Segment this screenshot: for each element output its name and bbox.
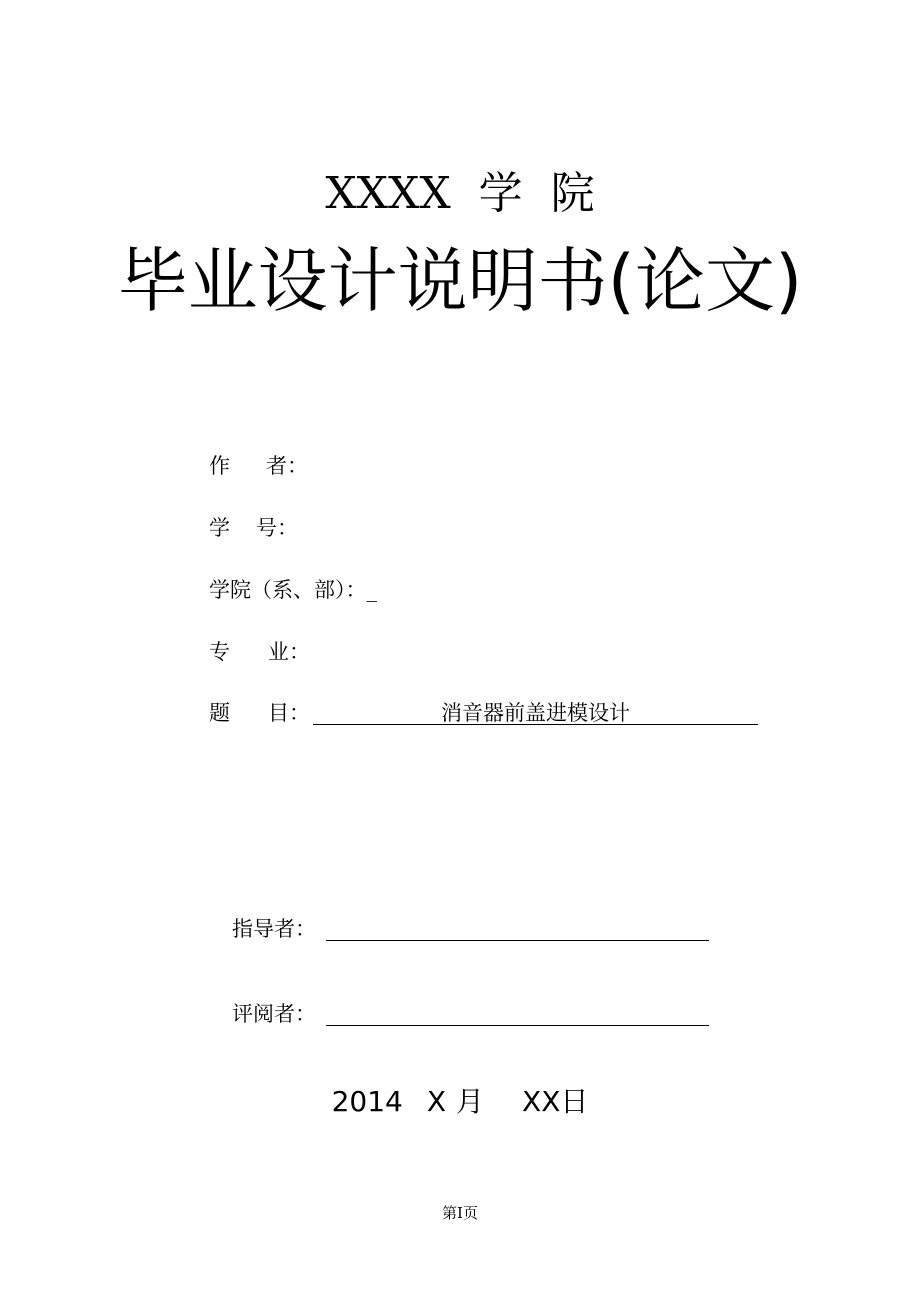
author-label-b: 者： (266, 454, 308, 478)
date-month-unit: 月 (456, 1085, 485, 1118)
document-date (0, 1084, 920, 1120)
major-label-b: 业： (268, 640, 310, 664)
major-field (209, 638, 310, 666)
advisor-underline (326, 940, 709, 941)
topic-value: 消音器前盖进模设计 (441, 701, 630, 725)
date-month-value: X (426, 1085, 447, 1118)
school-name-heading (0, 166, 920, 222)
author-label-a: 作 (209, 454, 230, 478)
date-day-value: XX (522, 1085, 561, 1118)
topic-label-a: 题 (209, 701, 230, 725)
school-suffix-1: 学 (478, 168, 523, 219)
topic-underline (313, 724, 758, 725)
page-number: 第I页 (442, 1204, 478, 1222)
student-id-field (209, 514, 298, 542)
major-label-a: 专 (209, 640, 230, 664)
reviewer-label: 评阅者： (232, 1002, 316, 1026)
document-title: 毕业设计说明书(论文) (117, 240, 803, 322)
college-field (209, 576, 377, 604)
student-id-label-b: 号： (256, 516, 298, 540)
school-suffix-2: 院 (550, 168, 595, 219)
reviewer-underline (326, 1025, 709, 1026)
topic-label-b: 目： (268, 701, 310, 725)
author-field (209, 452, 308, 480)
school-name: XXXX (325, 168, 451, 219)
date-day-unit: 日 (560, 1085, 589, 1118)
advisor-label: 指导者： (232, 917, 316, 941)
topic-field (209, 699, 310, 727)
college-label: 学院（系、部）：_ (209, 578, 377, 602)
student-id-label-a: 学 (209, 516, 230, 540)
date-year: 2014 (331, 1085, 403, 1118)
